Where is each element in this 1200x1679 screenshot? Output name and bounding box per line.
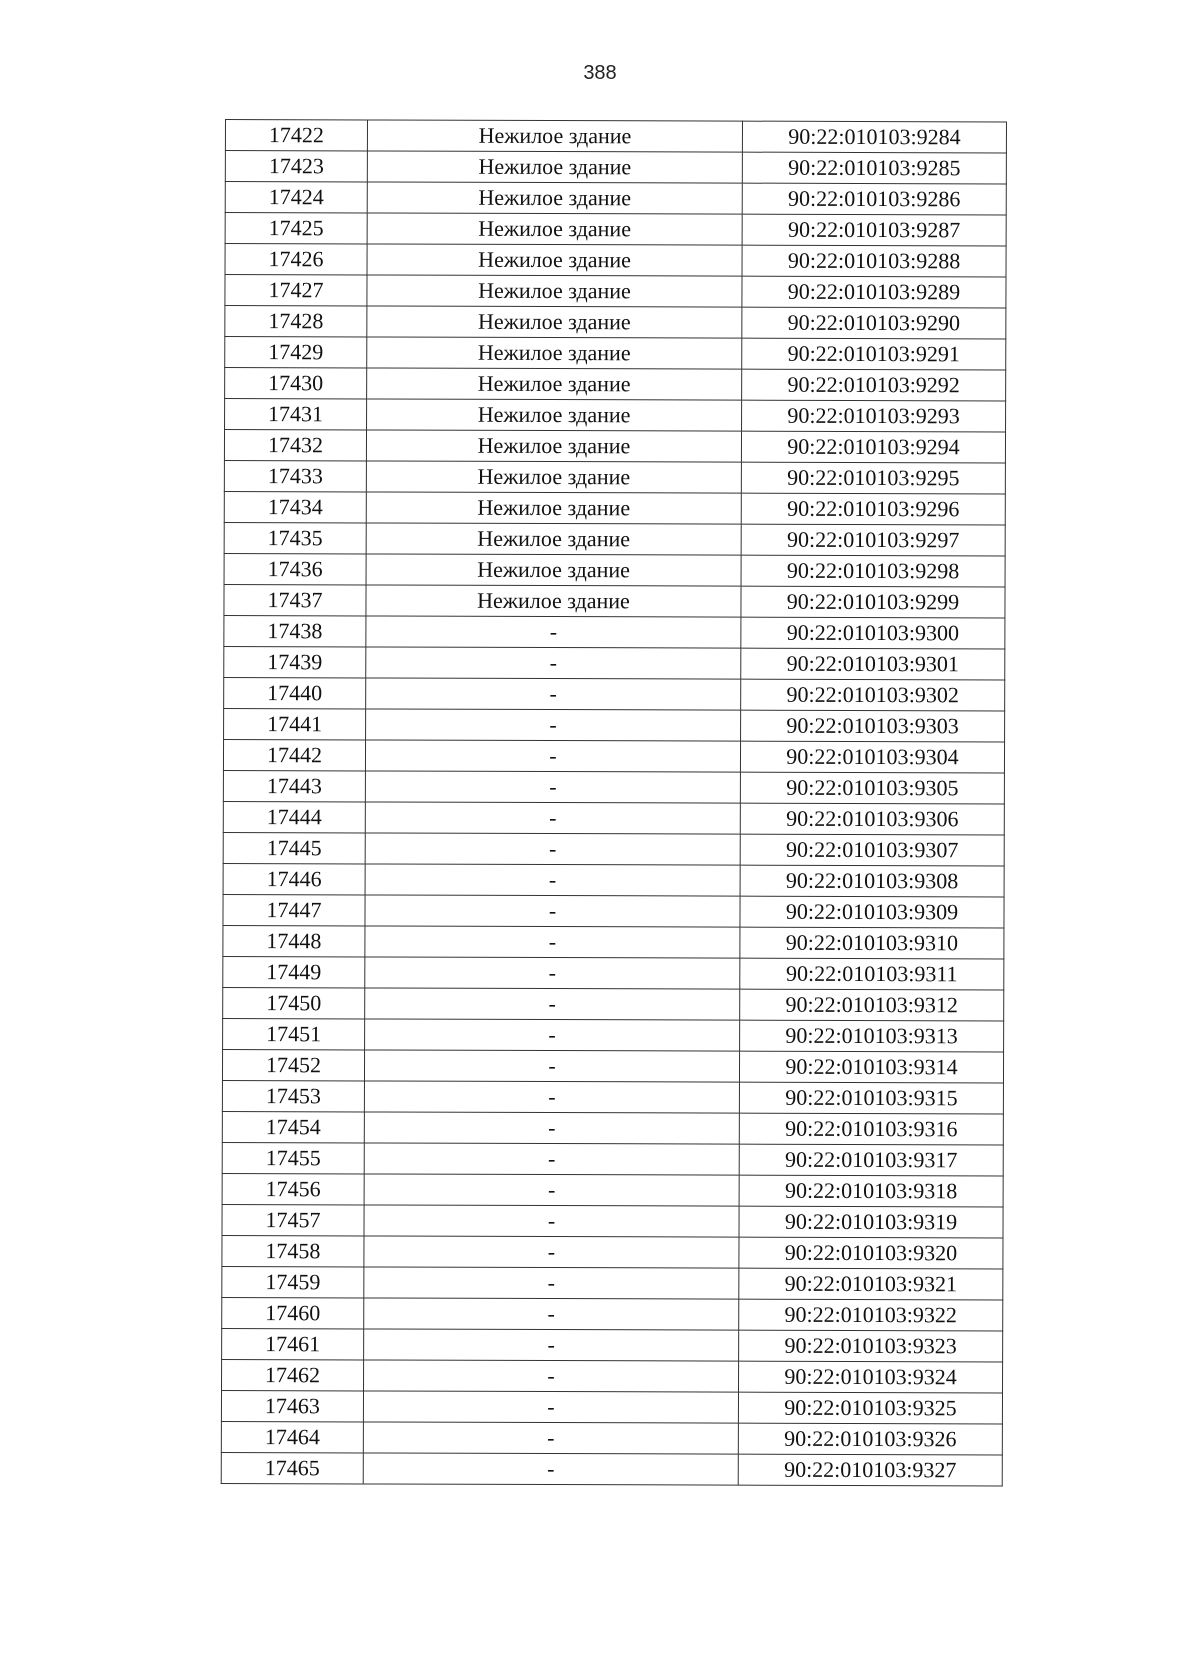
table-row — [224, 522, 1005, 555]
table-row — [225, 182, 1006, 215]
object-type-cell: - — [364, 1267, 739, 1299]
cadastral-number-cell: 90:22:010103:9306 — [740, 803, 1004, 835]
page-number: 388 — [583, 62, 617, 84]
cadastral-number-cell: 90:22:010103:9284 — [742, 121, 1006, 153]
object-type-cell: Нежилое здание — [367, 182, 742, 214]
row-number-cell: 17455 — [222, 1142, 364, 1173]
row-number-cell: 17463 — [221, 1390, 363, 1421]
cadastral-number-cell: 90:22:010103:9319 — [739, 1206, 1003, 1238]
cadastral-number-cell: 90:22:010103:9326 — [738, 1423, 1002, 1455]
cadastral-number-cell: 90:22:010103:9310 — [740, 927, 1004, 959]
row-number-cell: 17425 — [225, 213, 367, 244]
cadastral-number-cell: 90:22:010103:9293 — [742, 400, 1006, 432]
cadastral-number-cell: 90:22:010103:9289 — [742, 276, 1006, 308]
cadastral-number-cell: 90:22:010103:9300 — [741, 617, 1005, 649]
table-row — [223, 801, 1004, 834]
table-row — [223, 770, 1004, 803]
table-row — [225, 151, 1006, 184]
cadastral-number-cell: 90:22:010103:9327 — [738, 1454, 1002, 1486]
table-row — [225, 244, 1006, 277]
cadastral-number-cell: 90:22:010103:9304 — [740, 741, 1004, 773]
cadastral-number-cell: 90:22:010103:9290 — [742, 307, 1006, 339]
object-type-cell: - — [365, 1019, 740, 1051]
object-type-cell: Нежилое здание — [367, 275, 742, 307]
cadastral-number-cell: 90:22:010103:9318 — [739, 1175, 1003, 1207]
table-row — [223, 1018, 1004, 1051]
table-row — [223, 739, 1004, 772]
table-row — [223, 956, 1004, 989]
row-number-cell: 17451 — [223, 1018, 365, 1049]
object-type-cell: Нежилое здание — [367, 151, 742, 183]
object-type-cell: Нежилое здание — [367, 399, 742, 431]
row-number-cell: 17431 — [225, 399, 367, 430]
cadastral-number-cell: 90:22:010103:9288 — [742, 245, 1006, 277]
row-number-cell: 17443 — [223, 770, 365, 801]
object-type-cell: - — [364, 1174, 739, 1206]
row-number-cell: 17423 — [225, 151, 367, 182]
table-row — [221, 1452, 1002, 1485]
registry-table — [221, 119, 1007, 1486]
object-type-cell: Нежилое здание — [367, 306, 742, 338]
registry-table-body — [221, 120, 1006, 1486]
cadastral-number-cell: 90:22:010103:9299 — [741, 586, 1005, 618]
table-row — [222, 1359, 1003, 1392]
cadastral-number-cell: 90:22:010103:9314 — [739, 1051, 1003, 1083]
cadastral-number-cell: 90:22:010103:9316 — [739, 1113, 1003, 1145]
row-number-cell: 17464 — [221, 1421, 363, 1452]
row-number-cell: 17456 — [222, 1173, 364, 1204]
row-number-cell: 17435 — [224, 522, 366, 553]
table-row — [222, 1080, 1003, 1113]
row-number-cell: 17445 — [223, 832, 365, 863]
cadastral-number-cell: 90:22:010103:9294 — [741, 431, 1005, 463]
cadastral-number-cell: 90:22:010103:9295 — [741, 462, 1005, 494]
object-type-cell: Нежилое здание — [366, 492, 741, 524]
row-number-cell: 17427 — [225, 275, 367, 306]
row-number-cell: 17461 — [222, 1328, 364, 1359]
cadastral-number-cell: 90:22:010103:9296 — [741, 493, 1005, 525]
table-row — [221, 1390, 1002, 1423]
cadastral-number-cell: 90:22:010103:9321 — [739, 1268, 1003, 1300]
cadastral-number-cell: 90:22:010103:9312 — [740, 989, 1004, 1021]
object-type-cell: - — [366, 647, 741, 679]
object-type-cell: - — [364, 1205, 739, 1237]
object-type-cell: Нежилое здание — [367, 213, 742, 245]
table-row — [224, 553, 1005, 586]
cadastral-number-cell: 90:22:010103:9297 — [741, 524, 1005, 556]
object-type-cell: - — [365, 833, 740, 865]
cadastral-number-cell: 90:22:010103:9291 — [742, 338, 1006, 370]
row-number-cell: 17458 — [222, 1235, 364, 1266]
table-row — [224, 430, 1005, 463]
row-number-cell: 17429 — [225, 337, 367, 368]
table-row — [224, 584, 1005, 617]
table-row — [224, 646, 1005, 679]
object-type-cell: Нежилое здание — [367, 244, 742, 276]
table-row — [225, 275, 1006, 308]
cadastral-number-cell: 90:22:010103:9324 — [739, 1361, 1003, 1393]
row-number-cell: 17432 — [224, 430, 366, 461]
cadastral-number-cell: 90:22:010103:9322 — [739, 1299, 1003, 1331]
object-type-cell: - — [366, 678, 741, 710]
object-type-cell: - — [365, 771, 740, 803]
table-row — [222, 1049, 1003, 1082]
object-type-cell: - — [364, 1329, 739, 1361]
row-number-cell: 17460 — [222, 1297, 364, 1328]
table-row — [225, 120, 1006, 153]
table-row — [225, 399, 1006, 432]
table-row — [221, 1421, 1002, 1454]
cadastral-number-cell: 90:22:010103:9311 — [740, 958, 1004, 990]
object-type-cell: Нежилое здание — [367, 337, 742, 369]
object-type-cell: Нежилое здание — [366, 554, 741, 586]
table-row — [222, 1328, 1003, 1361]
cadastral-number-cell: 90:22:010103:9323 — [739, 1330, 1003, 1362]
row-number-cell: 17444 — [223, 801, 365, 832]
object-type-cell: - — [364, 1050, 739, 1082]
table-row — [224, 708, 1005, 741]
cadastral-number-cell: 90:22:010103:9285 — [742, 152, 1006, 184]
table-row — [223, 925, 1004, 958]
table-row — [222, 1266, 1003, 1299]
cadastral-number-cell: 90:22:010103:9320 — [739, 1237, 1003, 1269]
object-type-cell: - — [363, 1391, 738, 1423]
row-number-cell: 17457 — [222, 1204, 364, 1235]
row-number-cell: 17436 — [224, 553, 366, 584]
row-number-cell: 17434 — [224, 491, 366, 522]
row-number-cell: 17422 — [225, 120, 367, 151]
cadastral-number-cell: 90:22:010103:9298 — [741, 555, 1005, 587]
table-row — [224, 615, 1005, 648]
object-type-cell: - — [364, 1143, 739, 1175]
object-type-cell: - — [364, 1298, 739, 1330]
cadastral-number-cell: 90:22:010103:9307 — [740, 834, 1004, 866]
cadastral-number-cell: 90:22:010103:9308 — [740, 865, 1004, 897]
object-type-cell: - — [366, 709, 741, 741]
row-number-cell: 17428 — [225, 306, 367, 337]
cadastral-number-cell: 90:22:010103:9309 — [740, 896, 1004, 928]
row-number-cell: 17439 — [224, 646, 366, 677]
cadastral-number-cell: 90:22:010103:9301 — [741, 648, 1005, 680]
row-number-cell: 17462 — [222, 1359, 364, 1390]
table-row — [222, 1142, 1003, 1175]
row-number-cell: 17437 — [224, 584, 366, 615]
object-type-cell: Нежилое здание — [367, 120, 742, 152]
object-type-cell: - — [364, 1112, 739, 1144]
row-number-cell: 17430 — [225, 368, 367, 399]
cadastral-number-cell: 90:22:010103:9325 — [738, 1392, 1002, 1424]
object-type-cell: Нежилое здание — [366, 585, 741, 617]
object-type-cell: - — [363, 1453, 738, 1485]
object-type-cell: - — [365, 895, 740, 927]
table-row — [225, 337, 1006, 370]
object-type-cell: Нежилое здание — [366, 430, 741, 462]
table-row — [225, 306, 1006, 339]
cadastral-number-cell: 90:22:010103:9313 — [740, 1020, 1004, 1052]
object-type-cell: - — [365, 926, 740, 958]
row-number-cell: 17442 — [223, 739, 365, 770]
object-type-cell: - — [365, 957, 740, 989]
table-row — [225, 368, 1006, 401]
object-type-cell: Нежилое здание — [366, 461, 741, 493]
row-number-cell: 17465 — [221, 1452, 363, 1483]
object-type-cell: Нежилое здание — [367, 368, 742, 400]
row-number-cell: 17449 — [223, 956, 365, 987]
table-row — [222, 1235, 1003, 1268]
row-number-cell: 17454 — [222, 1111, 364, 1142]
cadastral-number-cell: 90:22:010103:9303 — [741, 710, 1005, 742]
object-type-cell: - — [364, 1360, 739, 1392]
row-number-cell: 17453 — [222, 1080, 364, 1111]
cadastral-number-cell: 90:22:010103:9287 — [742, 214, 1006, 246]
table-row — [224, 491, 1005, 524]
object-type-cell: - — [365, 740, 740, 772]
row-number-cell: 17424 — [225, 182, 367, 213]
object-type-cell: - — [366, 616, 741, 648]
object-type-cell: Нежилое здание — [366, 523, 741, 555]
table-row — [223, 894, 1004, 927]
row-number-cell: 17438 — [224, 615, 366, 646]
row-number-cell: 17450 — [223, 987, 365, 1018]
object-type-cell: - — [364, 1236, 739, 1268]
table-row — [222, 1204, 1003, 1237]
object-type-cell: - — [363, 1422, 738, 1454]
object-type-cell: - — [365, 864, 740, 896]
object-type-cell: - — [365, 802, 740, 834]
table-row — [222, 1173, 1003, 1206]
row-number-cell: 17459 — [222, 1266, 364, 1297]
row-number-cell: 17441 — [224, 708, 366, 739]
object-type-cell: - — [364, 1081, 739, 1113]
row-number-cell: 17447 — [223, 894, 365, 925]
table-row — [222, 1111, 1003, 1144]
table-row — [222, 1297, 1003, 1330]
cadastral-number-cell: 90:22:010103:9302 — [741, 679, 1005, 711]
row-number-cell: 17446 — [223, 863, 365, 894]
table-row — [223, 863, 1004, 896]
table-row — [225, 213, 1006, 246]
row-number-cell: 17448 — [223, 925, 365, 956]
cadastral-number-cell: 90:22:010103:9305 — [740, 772, 1004, 804]
cadastral-number-cell: 90:22:010103:9315 — [739, 1082, 1003, 1114]
table-row — [223, 832, 1004, 865]
table-row — [223, 987, 1004, 1020]
row-number-cell: 17452 — [222, 1049, 364, 1080]
cadastral-number-cell: 90:22:010103:9317 — [739, 1144, 1003, 1176]
table-row — [224, 677, 1005, 710]
cadastral-number-cell: 90:22:010103:9292 — [742, 369, 1006, 401]
row-number-cell: 17433 — [224, 460, 366, 491]
table-row — [224, 460, 1005, 493]
cadastral-number-cell: 90:22:010103:9286 — [742, 183, 1006, 215]
row-number-cell: 17440 — [224, 677, 366, 708]
object-type-cell: - — [365, 988, 740, 1020]
row-number-cell: 17426 — [225, 244, 367, 275]
